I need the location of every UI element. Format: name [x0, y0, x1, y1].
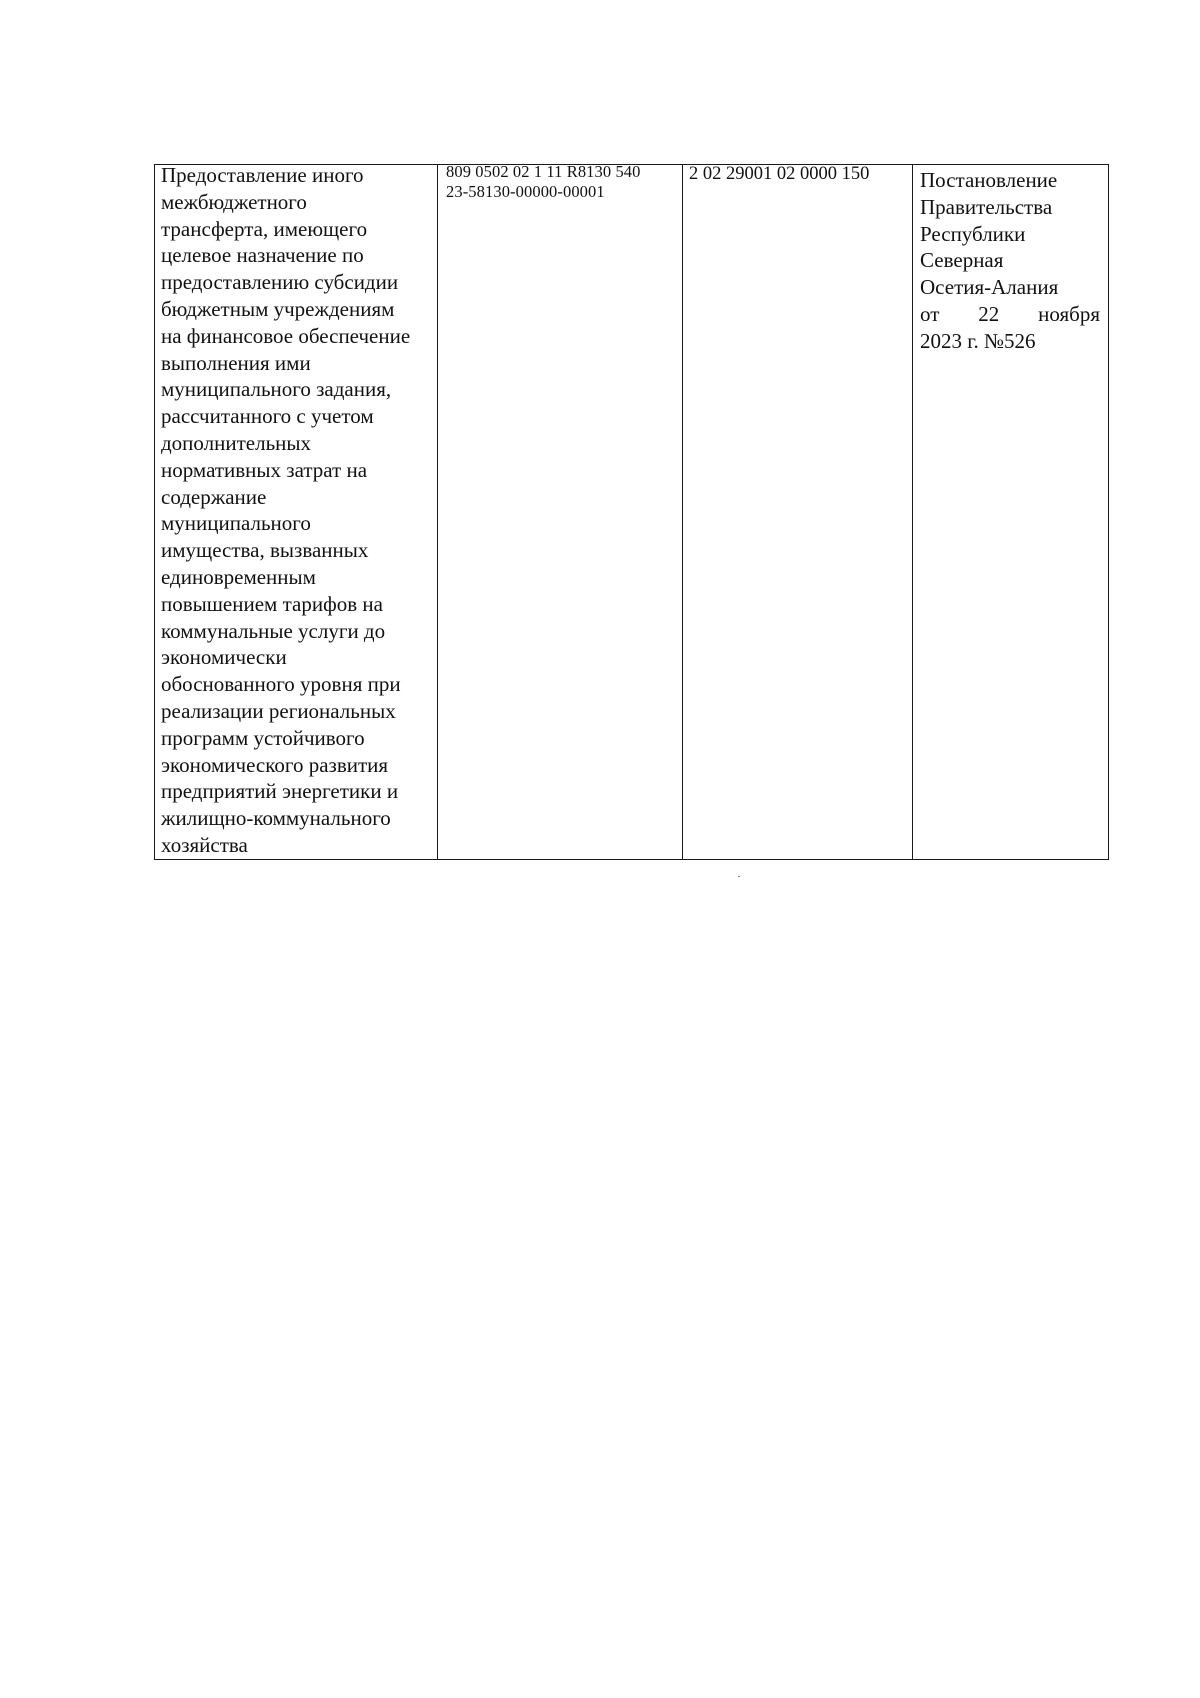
legal-basis-line: Постановление	[920, 168, 1058, 192]
legal-basis	[913, 167, 1108, 355]
income-classification-code: 2 02 29001 02 0000 150	[689, 164, 870, 184]
legal-basis-line: Правительства	[920, 194, 1053, 219]
expense-classification-code: 809 0502 02 1 11 R8130 540 23-58130-00000-00001	[446, 162, 641, 201]
income-code-cell	[683, 165, 913, 860]
legal-basis-cell	[913, 165, 1109, 860]
transfer-description: Предоставление иного межбюджетного трансферта, имеющего целевое назначение по предоставлению субсидии бюджетным учреждениям на финансовое обеспечение выполнения ими муниципального задания, рассчитанного с учетом дополнительных нормативных затрат на содержание муниципального имущества, вызванных единовременным повышением тарифов на коммунальные услуги до экономически обоснованного уровня при реализации региональных программ устойчивого экономического развития предприятий энергетики и жилищно-коммунального хозяйства	[161, 163, 411, 857]
scan-speck	[738, 876, 740, 877]
expense-code-cell	[438, 162, 683, 860]
table-row	[155, 165, 1109, 860]
transfer-table	[154, 164, 1109, 860]
legal-basis-line: Осетия-Алания	[920, 275, 1059, 300]
legal-basis-line: 2023 г. №526	[920, 328, 1036, 353]
description-cell	[155, 165, 438, 860]
legal-basis-line: от 22 ноября	[920, 301, 1100, 326]
legal-basis-line: Республики	[920, 221, 1026, 246]
legal-basis-line: Северная	[920, 248, 1004, 273]
